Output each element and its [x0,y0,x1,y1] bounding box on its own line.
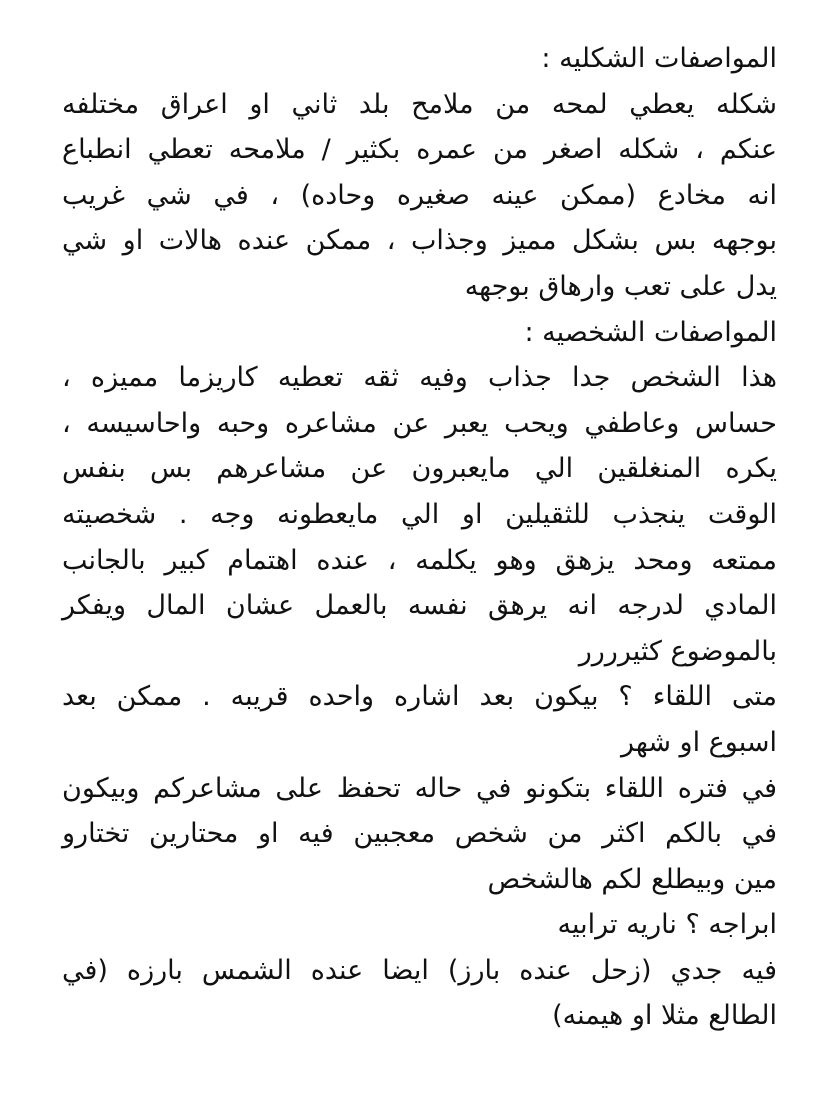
section-heading-personality: المواصفات الشخصيه : [524,316,777,348]
document-body [62,36,777,1039]
text-line: ابراجه ؟ ناريه ترابيه [557,909,777,941]
text-line: متى اللقاء ؟ بيكون بعد اشاره واحده قريبه . ممكن بعد [62,681,777,713]
text-line: شكله يعطي لمحه من ملامح بلد ثاني او اعراق مختلفه [62,88,777,120]
text-line: في بالكم اكثر من شخص معجبين فيه او محتارين تختارو [62,818,777,850]
text-line: هذا الشخص جدا جذاب وفيه ثقه تعطيه كاريزما مميزه ، [62,362,777,394]
text-line: اسبوع او شهر [620,726,777,758]
section-heading-physical: المواصفات الشكليه : [541,43,777,74]
text-line: في فتره اللقاء بتكونو في حاله تحفظ على مشاعركم وبيكون [62,772,777,804]
text-line: بالموضوع كثيرررر [578,635,777,667]
text-line: المادي لدرجه انه يرهق نفسه بالعمل عشان المال ويفكر [62,590,777,622]
text-line: حساس وعاطفي ويحب يعبر عن مشاعره وحبه واحاسيسه ، [62,407,777,439]
text-line: الطالع مثلا او هيمنه) [552,1000,777,1032]
text-line: مين وبيطلع لكم هالشخص [487,863,777,895]
text-line: انه مخادع (ممكن عينه صغيره وحاده) ، في شي غريب [62,179,777,211]
text-line: ممتعه ومحد يزهق وهو يكلمه ، عنده اهتمام كبير بالجانب [62,544,777,576]
text-line: بوجهه بس بشكل مميز وجذاب ، ممكن عنده هالات او شي [62,225,777,257]
text-line: يدل على تعب وارهاق بوجهه [464,270,777,302]
text-line: الوقت ينجذب للثقيلين او الي مايعطونه وجه . شخصيته [62,498,777,530]
text-line: فيه جدي (زحل عنده بارز) ايضا عنده الشمس بارزه (في [62,954,777,986]
text-line: يكره المنغلقين الي مايعبرون عن مشاعرهم بس بنفس [62,453,777,485]
text-line: عنكم ، شكله اصغر من عمره بكثير / ملامحه تعطي انطباع [62,134,777,166]
